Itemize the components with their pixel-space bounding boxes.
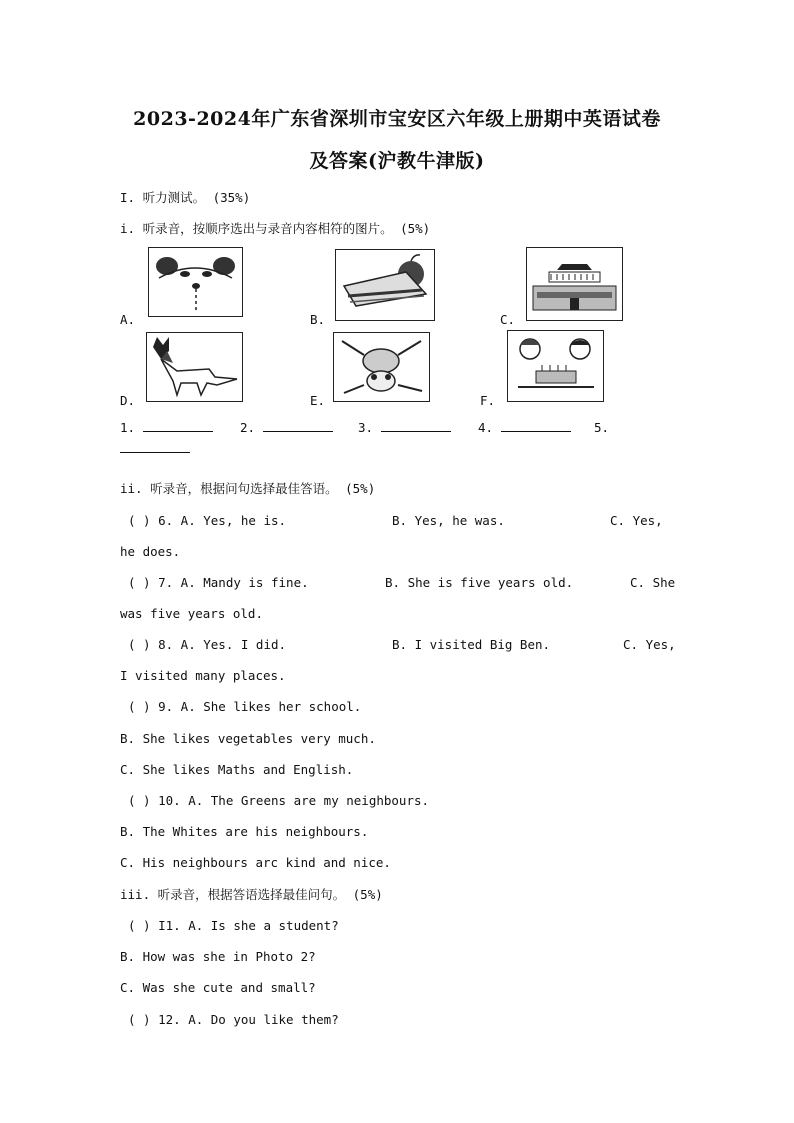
q8-option-b: B. I visited Big Ben. [392,637,551,652]
q9-option-c: C. She likes Maths and English. [120,762,354,777]
answer-number: 3. [358,420,374,435]
q10-option-c: C. His neighbours arc kind and nice. [120,855,391,870]
picture-label-d: D. [120,393,136,408]
q8-option-c-cont: I visited many places. [120,668,286,683]
answer-3 [358,420,451,435]
answer-1 [120,420,213,435]
panda-face-icon [149,248,242,316]
part-iii-heading: iii. 听录音，根据答语选择最佳问句。 (5%) [120,887,383,902]
answer-blank[interactable] [263,421,333,432]
page-subtitle: 及答案(沪教牛津版) [309,150,485,172]
picture-label-e: E. [310,393,326,408]
frog-icon [334,333,429,401]
sandwich-apple-icon [336,250,434,320]
fox-icon [147,333,242,401]
picture-c [526,247,623,321]
picture-label-f: F. [480,393,496,408]
q8-option-c: C. Yes, [623,637,676,652]
answer-4 [478,420,571,435]
q11-option-b: B. How was she in Photo 2? [120,949,316,964]
q9-stem: ( ) 9. A. She likes her school. [128,699,362,714]
q8-stem: ( ) 8. A. Yes. I did. [128,637,287,652]
answer-number: 2. [240,420,256,435]
picture-b [335,249,435,321]
part-ii-heading: ii. 听录音，根据问句选择最佳答语。 (5%) [120,481,376,496]
answer-5-blank[interactable] [120,452,190,453]
answer-blank[interactable] [143,421,213,432]
part-i-heading: i. 听录音，按顺序选出与录音内容相符的图片。 (5%) [120,221,431,236]
picture-a [148,247,243,317]
q11-option-c: C. Was she cute and small? [120,980,316,995]
q6-option-c: C. Yes, [610,513,663,528]
answer-number: 1. [120,420,136,435]
picture-label-b: B. [310,312,326,327]
q7-option-b: B. She is five years old. [385,575,574,590]
page-title: 2023-2024年广东省深圳市宝安区六年级上册期中英语试卷 [133,108,661,130]
picture-label-a: A. [120,312,136,327]
picture-e [333,332,430,402]
q6-option-b: B. Yes, he was. [392,513,505,528]
q6-stem: ( ) 6. A. Yes, he is. [128,513,287,528]
tiananmen-icon [527,248,622,320]
q9-option-b: B. She likes vegetables very much. [120,731,376,746]
answer-blank[interactable] [381,421,451,432]
q7-option-c: C. She [630,575,676,590]
q10-stem: ( ) 10. A. The Greens are my neighbours. [128,793,430,808]
q6-option-c-cont: he does. [120,544,181,559]
q10-option-b: B. The Whites are his neighbours. [120,824,369,839]
answer-blank[interactable] [501,421,571,432]
picture-label-c: C. [500,312,516,327]
q7-option-c-cont: was five years old. [120,606,263,621]
answer-number: 4. [478,420,494,435]
q11-stem: ( ) I1. A. Is she a student? [128,918,339,933]
section-heading: I. 听力测试。 (35%) [120,190,251,205]
children-cake-icon [508,331,603,401]
q7-stem: ( ) 7. A. Mandy is fine. [128,575,309,590]
picture-d [146,332,243,402]
answer-2 [240,420,333,435]
q12-stem: ( ) 12. A. Do you like them? [128,1012,339,1027]
picture-f [507,330,604,402]
answer-5-number: 5. [594,420,610,435]
